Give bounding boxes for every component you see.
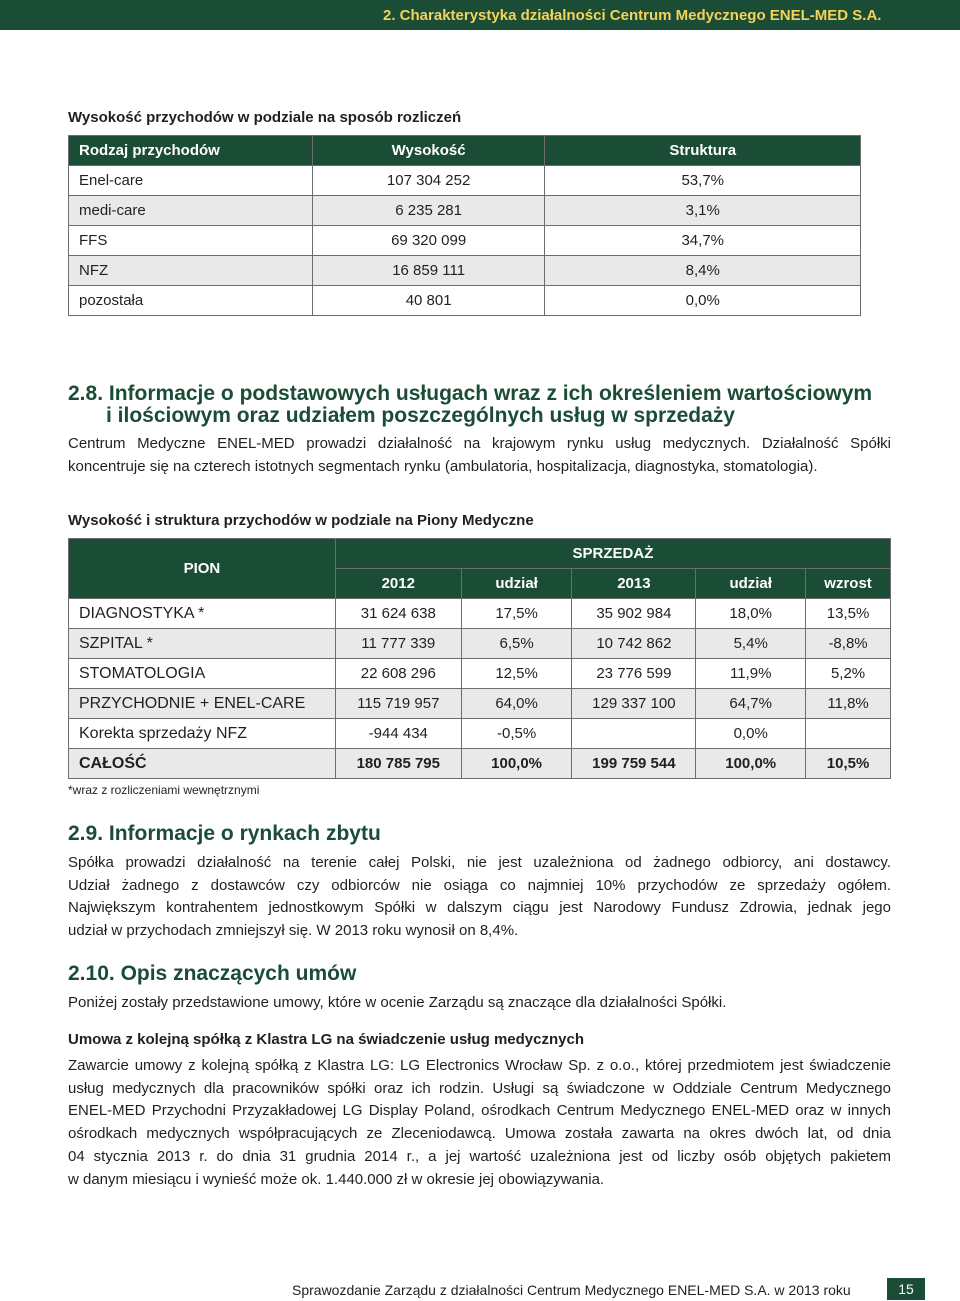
table-row bbox=[69, 286, 861, 316]
column-header: Rodzaj przychodów bbox=[69, 136, 313, 166]
table-row bbox=[69, 196, 861, 226]
table-cell: 0,0% bbox=[545, 286, 861, 316]
table-cell: 3,1% bbox=[545, 196, 861, 226]
table-row bbox=[69, 629, 891, 659]
paragraph-line: usług medycznych dla pracowników spółki oraz ich rodzin. Usługi są świadczone w Oddziale Centrum Medycznego bbox=[68, 1079, 891, 1097]
paragraph-line: koncentruje się na czterech istotnych segmentach rynku (ambulatoria, hospitalizacja, diagnostyka, stomatologia). bbox=[68, 457, 818, 475]
table-cell: 64,0% bbox=[461, 689, 572, 719]
section-number: 2.10. bbox=[68, 962, 115, 985]
table-cell: Korekta sprzedaży NFZ bbox=[69, 719, 336, 749]
section-title: Opis znaczących umów bbox=[120, 962, 357, 985]
table-row bbox=[69, 256, 861, 286]
table-row bbox=[69, 659, 891, 689]
table-cell: 6 235 281 bbox=[312, 196, 545, 226]
table-cell: CAŁOŚĆ bbox=[69, 749, 336, 779]
section-2-10-intro: Poniżej zostały przedstawione umowy, które w ocenie Zarządu są znaczące dla działalności Spółki. bbox=[68, 994, 727, 1011]
subcolumn-header: udział bbox=[696, 569, 806, 599]
sprzedaz-header: SPRZEDAŻ bbox=[335, 539, 890, 569]
table2-footnote: *wraz z rozliczeniami wewnętrznymi bbox=[68, 783, 260, 797]
table-cell: 11,8% bbox=[806, 689, 891, 719]
table-cell: 40 801 bbox=[312, 286, 545, 316]
table-row bbox=[69, 719, 891, 749]
section-2-9-paragraph bbox=[68, 852, 891, 943]
paragraph-line: Spółka prowadzi działalność na terenie całej Polski, nie jest uzależniona od żadnego odbiorcy, ani dostawcy. bbox=[68, 854, 891, 871]
table-cell: Enel-care bbox=[69, 166, 313, 196]
chapter-title: 2. Charakterystyka działalności Centrum Medycznego ENEL-MED S.A. bbox=[383, 7, 882, 24]
paragraph-line: udział w przychodach zmniejszył się. W 2013 roku wynosił on 8,4%. bbox=[68, 922, 519, 940]
paragraph-line: ośrodkach medycznych współpracujących ze Zleceniodawcą. Umowa została zawarta na okres dwóch lat, od dnia bbox=[68, 1125, 891, 1143]
table-cell: 8,4% bbox=[545, 256, 861, 286]
table-cell: SZPITAL * bbox=[69, 629, 336, 659]
table-cell: 13,5% bbox=[806, 599, 891, 629]
table-cell: NFZ bbox=[69, 256, 313, 286]
subcolumn-header: 2012 bbox=[335, 569, 461, 599]
section-2-9-heading bbox=[68, 822, 381, 846]
subcolumn-header: wzrost bbox=[806, 569, 891, 599]
table-cell: 6,5% bbox=[461, 629, 572, 659]
section-number: 2.8. bbox=[68, 382, 104, 405]
table-cell: 5,2% bbox=[806, 659, 891, 689]
table-cell: -8,8% bbox=[806, 629, 891, 659]
table-row bbox=[69, 226, 861, 256]
table-cell: 17,5% bbox=[461, 599, 572, 629]
table-cell bbox=[806, 719, 891, 749]
paragraph-line: 04 stycznia 2013 r. do dnia 31 grudnia 2014 r., a jej wartość uzależniona jest od liczby osób objętych pakietem bbox=[68, 1147, 891, 1165]
table-row bbox=[69, 689, 891, 719]
table-cell: 180 785 795 bbox=[335, 749, 461, 779]
table-cell: PRZYCHODNIE + ENEL-CARE bbox=[69, 689, 336, 719]
table-cell: 22 608 296 bbox=[335, 659, 461, 689]
table-cell: 10,5% bbox=[806, 749, 891, 779]
section-2-10-heading bbox=[68, 962, 356, 986]
table-cell: STOMATOLOGIA bbox=[69, 659, 336, 689]
table-cell: 11,9% bbox=[696, 659, 806, 689]
paragraph-line: Centrum Medyczne ENEL-MED prowadzi działalność na krajowym rynku usług medycznych. Działalność Spółki bbox=[68, 435, 891, 452]
table-cell: -944 434 bbox=[335, 719, 461, 749]
table-cell: 16 859 111 bbox=[312, 256, 545, 286]
paragraph-line: ENEL-MED Przychodni Przyzakładowej LG Display Poland, ośrodkach Centrum Medycznego ENEL-MED oraz w innych bbox=[68, 1102, 891, 1120]
table-cell: 23 776 599 bbox=[572, 659, 696, 689]
table-cell: 35 902 984 bbox=[572, 599, 696, 629]
table-cell: 199 759 544 bbox=[572, 749, 696, 779]
subcolumn-header: udział bbox=[461, 569, 572, 599]
table-cell: 34,7% bbox=[545, 226, 861, 256]
contract-subheading: Umowa z kolejną spółką z Klastra LG na świadczenie usług medycznych bbox=[68, 1031, 584, 1048]
revenue-by-division-table bbox=[68, 538, 891, 779]
table-cell: -0,5% bbox=[461, 719, 572, 749]
pion-header: PION bbox=[69, 539, 336, 599]
paragraph-line: Udział żadnego z dostawców czy odbiorców nie osiąga co najmniej 10% przychodów ze sprzedaży ogółem. bbox=[68, 876, 891, 894]
subcolumn-header: 2013 bbox=[572, 569, 696, 599]
table-cell: 11 777 339 bbox=[335, 629, 461, 659]
footer-text: Sprawozdanie Zarządu z działalności Centrum Medycznego ENEL-MED S.A. w 2013 roku bbox=[292, 1282, 851, 1298]
page-number: 15 bbox=[887, 1278, 925, 1300]
table-cell: 0,0% bbox=[696, 719, 806, 749]
table-row bbox=[69, 166, 861, 196]
section-2-10-paragraph bbox=[68, 1055, 891, 1191]
table2-caption: Wysokość i struktura przychodów w podziale na Piony Medyczne bbox=[68, 512, 534, 529]
table-row bbox=[69, 599, 891, 629]
table-cell: DIAGNOSTYKA * bbox=[69, 599, 336, 629]
table-cell: 107 304 252 bbox=[312, 166, 545, 196]
column-header: Wysokość bbox=[312, 136, 545, 166]
section-2-8-paragraph bbox=[68, 433, 891, 478]
section-title-line1: Informacje o podstawowych usługach wraz z ich określeniem wartościowym bbox=[108, 382, 873, 405]
table-cell: 12,5% bbox=[461, 659, 572, 689]
table-cell: 100,0% bbox=[461, 749, 572, 779]
table-cell: 31 624 638 bbox=[335, 599, 461, 629]
paragraph-line: w danym miesiącu i wynieść może ok. 1.440.000 zł w okresie jej obowiązywania. bbox=[68, 1170, 605, 1188]
table-cell: 129 337 100 bbox=[572, 689, 696, 719]
table-cell: FFS bbox=[69, 226, 313, 256]
table-cell bbox=[572, 719, 696, 749]
table-cell: pozostała bbox=[69, 286, 313, 316]
table-cell: 69 320 099 bbox=[312, 226, 545, 256]
paragraph-line: Zawarcie umowy z kolejną spółką z Klastra LG: LG Electronics Wrocław Sp. z o.o., której przedmiotem jest świadczenie bbox=[68, 1057, 891, 1074]
table-cell: 53,7% bbox=[545, 166, 861, 196]
paragraph-line: Największym kontrahentem jednostkowym Spółki w dalszym ciągu jest Narodowy Fundusz Zdrowia, jednak jego bbox=[68, 899, 891, 917]
table-cell: 64,7% bbox=[696, 689, 806, 719]
section-title-line2: i ilościowym oraz udziałem poszczególnych usług w sprzedaży bbox=[106, 404, 735, 427]
table-cell: 115 719 957 bbox=[335, 689, 461, 719]
header-bar bbox=[0, 0, 960, 30]
table-cell: 100,0% bbox=[696, 749, 806, 779]
table-cell: medi-care bbox=[69, 196, 313, 226]
revenue-by-settlement-table bbox=[68, 135, 861, 316]
table-cell: 18,0% bbox=[696, 599, 806, 629]
section-2-8-heading bbox=[68, 382, 872, 406]
table-cell: 5,4% bbox=[696, 629, 806, 659]
section-title: Informacje o rynkach zbytu bbox=[108, 822, 381, 845]
table1-caption: Wysokość przychodów w podziale na sposób rozliczeń bbox=[68, 109, 462, 126]
table-total-row bbox=[69, 749, 891, 779]
section-number: 2.9. bbox=[68, 822, 104, 845]
table-cell: 10 742 862 bbox=[572, 629, 696, 659]
column-header: Struktura bbox=[545, 136, 861, 166]
